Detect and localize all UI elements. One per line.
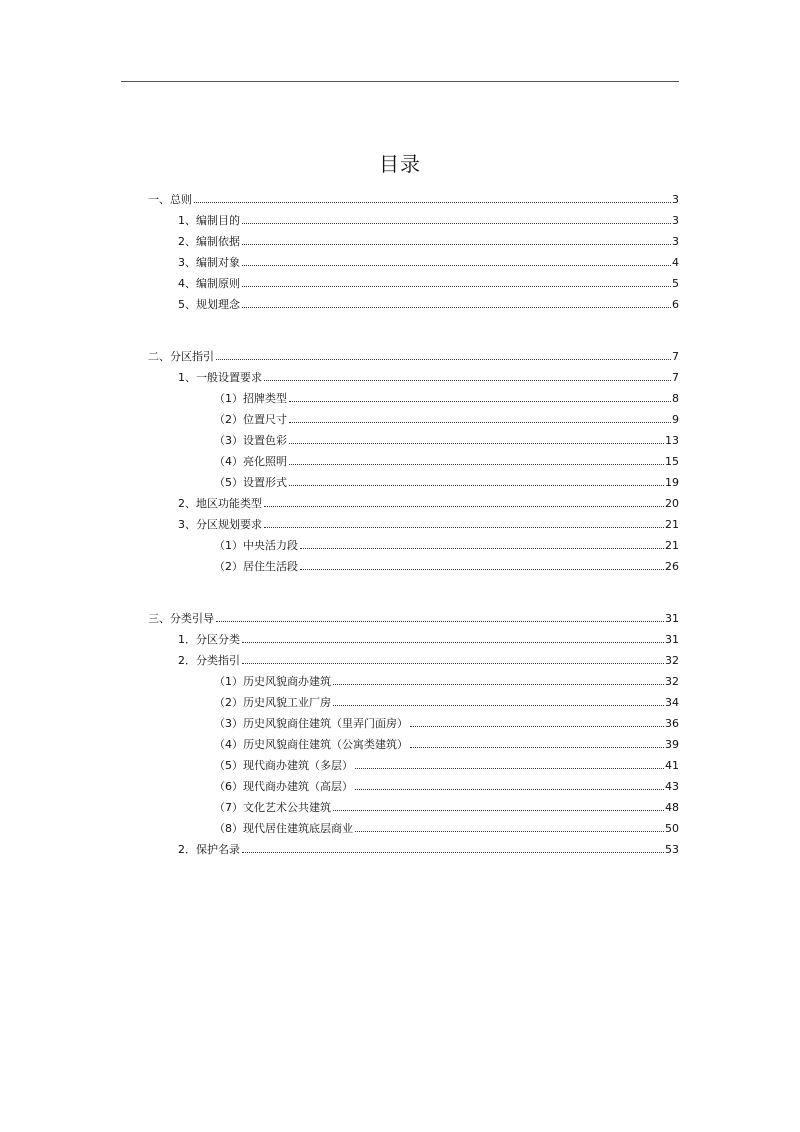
toc-entry-label: （1）历史风貌商办建筑 xyxy=(214,675,331,688)
toc-entry[interactable] xyxy=(178,249,679,270)
toc-entry[interactable] xyxy=(214,448,679,469)
toc-dot-leader xyxy=(242,307,671,308)
toc-entry-page: 3 xyxy=(672,235,679,248)
toc-dot-leader xyxy=(333,684,664,685)
toc-entry[interactable] xyxy=(178,270,679,291)
toc-entry-page: 3 xyxy=(672,193,679,206)
toc-entry-page: 5 xyxy=(672,277,679,290)
toc-entry-label: 5、规划理念 xyxy=(178,298,240,311)
toc-entry-page: 31 xyxy=(665,633,679,646)
page-title: 目录 xyxy=(379,152,421,176)
toc-entry[interactable] xyxy=(214,385,679,406)
toc-entry-label: （8）现代居住建筑底层商业 xyxy=(214,822,353,835)
toc-entry[interactable] xyxy=(214,731,679,752)
toc-entry-label: 一、总则 xyxy=(148,193,192,206)
toc-dot-leader xyxy=(355,789,664,790)
toc-entry-page: 19 xyxy=(665,476,679,489)
toc-entry[interactable] xyxy=(214,532,679,553)
toc-entry-label: 二、分区指引 xyxy=(148,350,214,363)
toc-dot-leader xyxy=(242,286,671,287)
toc-entry[interactable] xyxy=(148,186,679,207)
toc-entry-label: （6）现代商办建筑（高层） xyxy=(214,780,353,793)
toc-dot-leader xyxy=(410,747,664,748)
toc-entry[interactable] xyxy=(178,511,679,532)
toc-entry-label: 2．保护名录 xyxy=(178,843,240,856)
toc-entry-label: （4）历史风貌商住建筑（公寓类建筑） xyxy=(214,738,408,751)
toc-dot-leader xyxy=(300,569,664,570)
toc-entry[interactable] xyxy=(214,406,679,427)
toc-entry[interactable] xyxy=(148,605,679,626)
toc-entry[interactable] xyxy=(178,647,679,668)
toc-dot-leader xyxy=(355,831,664,832)
toc-entry[interactable] xyxy=(178,228,679,249)
toc-entry-label: （2）位置尺寸 xyxy=(214,413,287,426)
toc-entry[interactable] xyxy=(214,773,679,794)
header-rule xyxy=(121,81,679,82)
toc-entry-page: 26 xyxy=(665,560,679,573)
toc-entry-page: 8 xyxy=(672,392,679,405)
toc-entry[interactable] xyxy=(214,815,679,836)
toc-dot-leader xyxy=(264,380,671,381)
toc-dot-leader xyxy=(242,244,671,245)
toc-dot-leader xyxy=(289,464,664,465)
toc-entry[interactable] xyxy=(214,710,679,731)
toc-entry[interactable] xyxy=(178,207,679,228)
toc-entry-label: 2、编制依据 xyxy=(178,235,240,248)
toc-entry-page: 4 xyxy=(672,256,679,269)
toc-entry-label: 2、地区功能类型 xyxy=(178,497,262,510)
toc-entry-page: 20 xyxy=(665,497,679,510)
toc-entry-page: 7 xyxy=(672,371,679,384)
toc-entry-label: 1、编制目的 xyxy=(178,214,240,227)
toc-entry-page: 32 xyxy=(665,654,679,667)
toc-entry[interactable] xyxy=(148,343,679,364)
toc-dot-leader xyxy=(333,810,664,811)
toc-entry-page: 53 xyxy=(665,843,679,856)
toc-entry-label: （5）现代商办建筑（多层） xyxy=(214,759,353,772)
toc-entry-label: （1）招牌类型 xyxy=(214,392,287,405)
toc-dot-leader xyxy=(355,768,664,769)
toc-dot-leader xyxy=(242,642,664,643)
toc-dot-leader xyxy=(289,443,664,444)
toc-entry-page: 9 xyxy=(672,413,679,426)
toc-entry-page: 13 xyxy=(665,434,679,447)
toc-entry-label: （1）中央活力段 xyxy=(214,539,298,552)
toc-entry-page: 50 xyxy=(665,822,679,835)
toc-dot-leader xyxy=(194,202,671,203)
toc-dot-leader xyxy=(264,506,664,507)
toc-dot-leader xyxy=(300,548,664,549)
toc-entry-page: 6 xyxy=(672,298,679,311)
toc-entry-label: （3）设置色彩 xyxy=(214,434,287,447)
toc-entry[interactable] xyxy=(214,752,679,773)
toc-entry[interactable] xyxy=(178,291,679,312)
toc-entry-page: 48 xyxy=(665,801,679,814)
toc-dot-leader xyxy=(410,726,664,727)
toc-entry-label: 4、编制原则 xyxy=(178,277,240,290)
toc-entry-page: 41 xyxy=(665,759,679,772)
toc-entry-page: 31 xyxy=(665,612,679,625)
toc-entry-page: 32 xyxy=(665,675,679,688)
toc-entry-page: 43 xyxy=(665,780,679,793)
toc-dot-leader xyxy=(242,223,671,224)
toc-entry-label: 2．分类指引 xyxy=(178,654,240,667)
toc-entry[interactable] xyxy=(178,836,679,857)
toc-entry-page: 39 xyxy=(665,738,679,751)
toc-entry[interactable] xyxy=(214,794,679,815)
toc-entry[interactable] xyxy=(214,427,679,448)
toc-entry[interactable] xyxy=(214,553,679,574)
toc-dot-leader xyxy=(289,401,671,402)
toc-entry[interactable] xyxy=(178,626,679,647)
toc-entry[interactable] xyxy=(214,689,679,710)
toc-entry[interactable] xyxy=(214,469,679,490)
toc-dot-leader xyxy=(289,422,671,423)
toc-entry[interactable] xyxy=(178,364,679,385)
toc-entry-page: 36 xyxy=(665,717,679,730)
toc-entry-page: 7 xyxy=(672,350,679,363)
toc-entry-label: （4）亮化照明 xyxy=(214,455,287,468)
toc-entry-label: 1．分区分类 xyxy=(178,633,240,646)
toc-dot-leader xyxy=(242,663,664,664)
toc-dot-leader xyxy=(242,265,671,266)
toc-dot-leader xyxy=(216,621,664,622)
toc-entry-label: 3、分区规划要求 xyxy=(178,518,262,531)
toc-entry-label: （2）居住生活段 xyxy=(214,560,298,573)
toc-entry[interactable] xyxy=(178,490,679,511)
toc-entry-label: （3）历史风貌商住建筑（里弄门面房） xyxy=(214,717,408,730)
toc-dot-leader xyxy=(264,527,664,528)
toc-entry-page: 3 xyxy=(672,214,679,227)
toc-dot-leader xyxy=(289,485,664,486)
toc-entry-label: 三、分类引导 xyxy=(148,612,214,625)
toc-dot-leader xyxy=(216,359,671,360)
toc-entry-page: 34 xyxy=(665,696,679,709)
toc-entry-label: 3、编制对象 xyxy=(178,256,240,269)
toc-entry-page: 15 xyxy=(665,455,679,468)
toc-entry-label: （2）历史风貌工业厂房 xyxy=(214,696,331,709)
toc-entry-label: （7）文化艺术公共建筑 xyxy=(214,801,331,814)
toc-dot-leader xyxy=(242,852,664,853)
toc-entry-label: （5）设置形式 xyxy=(214,476,287,489)
toc-entry-label: 1、一般设置要求 xyxy=(178,371,262,384)
toc-entry-page: 21 xyxy=(665,539,679,552)
toc-dot-leader xyxy=(333,705,664,706)
toc-entry[interactable] xyxy=(214,668,679,689)
toc-entry-page: 21 xyxy=(665,518,679,531)
